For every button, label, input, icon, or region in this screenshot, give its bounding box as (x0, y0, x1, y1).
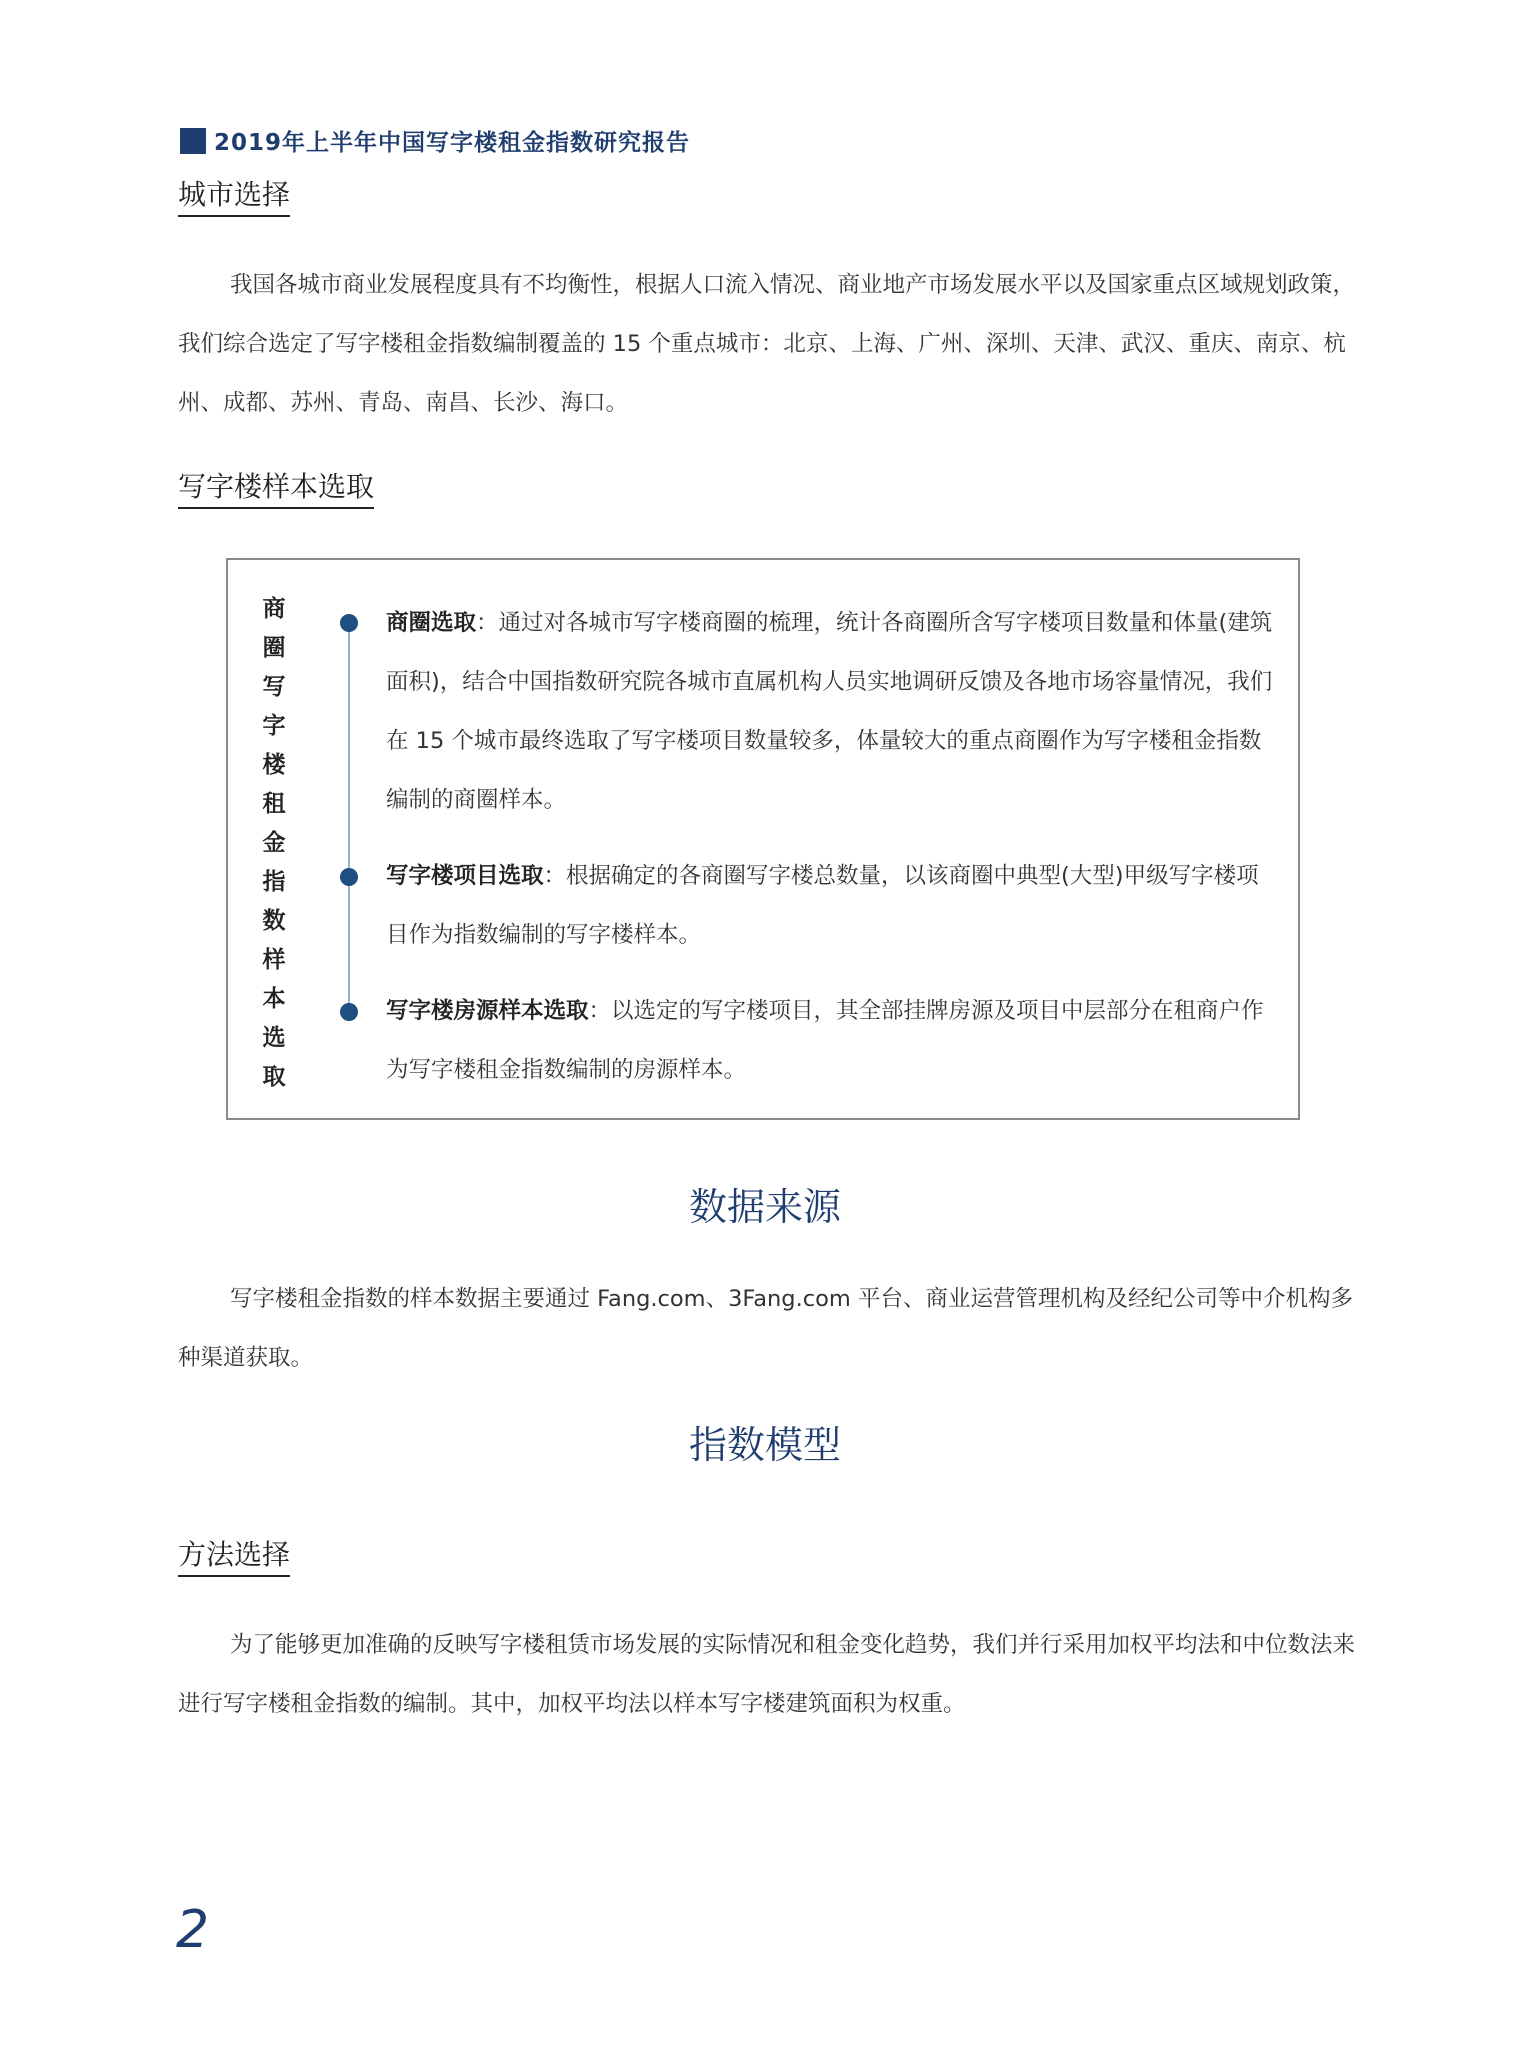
bullet-dot-icon (340, 868, 358, 886)
item-title: 写字楼项目选取 (386, 863, 544, 889)
section-title-index-model: 指数模型 (688, 1423, 841, 1467)
paragraph-data-source: 写字楼租金指数的样本数据主要通过 Fang.com、3Fang.com 平台、商业运营管理机构及经纪公司等中介机构多种渠道获取。 (178, 1286, 1353, 1371)
report-title: 2019年上半年中国写字楼租金指数研究报告 (214, 130, 691, 156)
heading-city-selection: 城市选择 (178, 178, 290, 217)
timeline-line (348, 626, 350, 1012)
vertical-char: 租 (262, 791, 286, 817)
vertical-char: 圈 (262, 635, 286, 661)
vertical-char: 写 (262, 674, 286, 700)
page-number: 2 (176, 1900, 210, 1960)
section-title-data-source: 数据来源 (688, 1185, 841, 1229)
vertical-char: 指 (262, 869, 286, 895)
sample-selection-box (226, 558, 1300, 1120)
vertical-char: 选 (262, 1025, 286, 1051)
vertical-char: 金 (262, 830, 286, 856)
vertical-char: 本 (262, 986, 286, 1012)
item-text: ：以选定的写字楼项目，其全部挂牌房源及项目中层部分在租商户作为写字楼租金指数编制的房源样本。 (386, 998, 1264, 1083)
header-square-mark (180, 128, 206, 154)
item-text: ：根据确定的各商圈写字楼总数量，以该商圈中典型(大型)甲级写字楼项目作为指数编制的写字楼样本。 (386, 863, 1259, 948)
item-title: 商圈选取 (386, 610, 477, 636)
vertical-char: 数 (262, 908, 286, 934)
heading-method-selection: 方法选择 (178, 1538, 290, 1577)
heading-sample-selection: 写字楼样本选取 (178, 470, 374, 509)
report-header (180, 124, 690, 157)
item-text: ：通过对各城市写字楼商圈的梳理，统计各商圈所含写字楼项目数量和体量(建筑面积)，结合中国指数研究院各城市直属机构人员实地调研反馈及各地市场容量情况，我们在 15 个城市最终选取了写字楼项目数量较多，体量较大的重点商圈作为写字楼租金指数编制的商圈样本。 (386, 610, 1273, 813)
vertical-char: 商 (262, 596, 286, 622)
item-title: 写字楼房源样本选取 (386, 998, 589, 1024)
bullet-dot-icon (340, 614, 358, 632)
vertical-char: 取 (262, 1064, 286, 1090)
item-project-selection (386, 847, 1276, 965)
vertical-char: 样 (262, 947, 286, 973)
bullet-dot-icon (340, 1003, 358, 1021)
vertical-char: 字 (262, 713, 286, 739)
item-listing-selection (386, 982, 1276, 1100)
paragraph-method-selection: 为了能够更加准确的反映写字楼租赁市场发展的实际情况和租金变化趋势，我们并行采用加权平均法和中位数法来进行写字楼租金指数的编制。其中，加权平均法以样本写字楼建筑面积为权重。 (178, 1632, 1356, 1717)
paragraph-city-selection: 我国各城市商业发展程度具有不均衡性，根据人口流入情况、商业地产市场发展水平以及国家重点区域规划政策，我们综合选定了写字楼租金指数编制覆盖的 15 个重点城市：北京、上海、广州、深圳、天津、武汉、重庆、南京、杭州、成都、苏州、青岛、南昌、长沙、海口。 (178, 272, 1356, 416)
vertical-label (258, 590, 290, 1097)
vertical-char: 楼 (262, 752, 286, 778)
item-district-selection (386, 594, 1276, 830)
